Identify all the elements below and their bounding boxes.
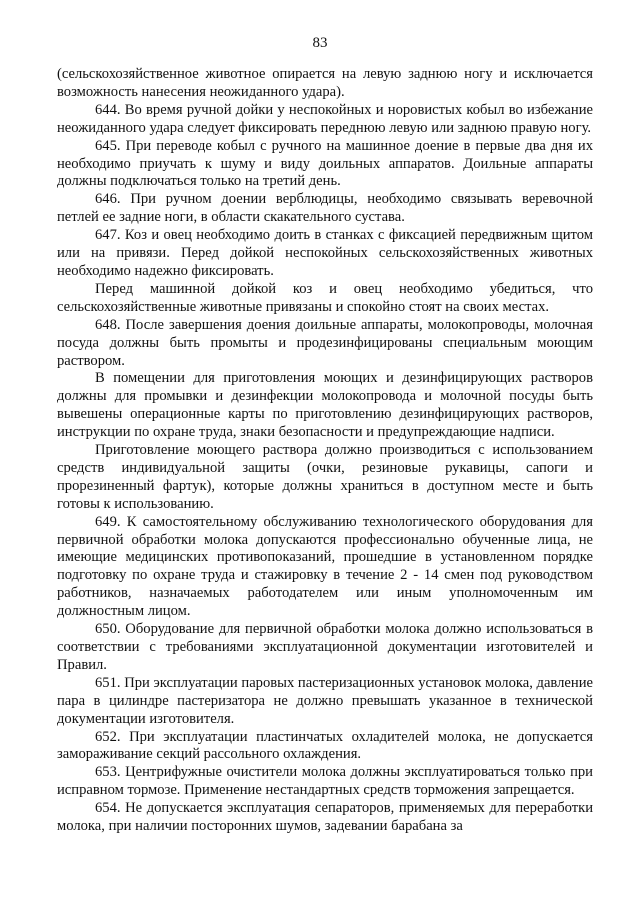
page-number: 83 — [312, 35, 328, 51]
paragraph-651: 651. При эксплуатации паровых пастеризационных установок молока, давление пара в цилиндре пастеризатора не должно превышать указанное в технической документации изготовителя. — [57, 674, 593, 727]
paragraph-648-solution-preparation: Приготовление моющего раствора должно производиться с использованием средств индивидуальной защиты (очки, резиновые рукавицы, сапоги и прорезиненный фартук), которые должны храниться в доступном месте и быть готовы к использованию. — [57, 442, 593, 512]
paragraph-654: 654. Не допускается эксплуатация сепараторов, применяемых для переработки молока, при наличии посторонних шумов, задевании барабана за — [57, 800, 593, 835]
paragraph-652: 652. При эксплуатации пластинчатых охладителей молока, не допускается замораживание секций рассольного охлаждения. — [57, 728, 593, 763]
paragraph-648-washing-room: В помещении для приготовления моющих и дезинфицирующих растворов должны для промывки и дезинфекции молокопровода и молочной посуды быть вывешены операционные карты по приготовлению дезинфицирующих растворов, инструкции по охране труда, знаки безопасности и предупреждающие надписи. — [57, 370, 593, 441]
paragraph-647-machine-milking: Перед машинной дойкой коз и овец необходимо убедиться, что сельскохозяйственные животные привязаны и спокойно стоят на своих местах. — [57, 280, 593, 315]
body-text — [57, 66, 593, 836]
paragraph-650: 650. Оборудование для первичной обработки молока должно использоваться в соответствии с требованиями эксплуатационной документации изготовителей и Правил. — [57, 621, 593, 673]
paragraph-653: 653. Центрифужные очистители молока должны эксплуатироваться только при исправном тормозе. Применение нестандартных средств торможения запрещается. — [57, 764, 593, 799]
paragraph-continuation: (сельскохозяйственное животное опирается на левую заднюю ногу и исключается возможность нанесения неожиданного удара). — [57, 66, 593, 100]
paragraph-644: 644. Во время ручной дойки у неспокойных и норовистых кобыл во избежание неожиданного удара следует фиксировать переднюю левую или заднюю правую ногу. — [57, 101, 593, 136]
paragraph-648: 648. После завершения доения доильные аппараты, молокопроводы, молочная посуда должны быть промыты и продезинфицированы специальным моющим раствором. — [57, 316, 593, 369]
paragraph-646: 646. При ручном доении верблюдицы, необходимо связывать веревочной петлей ее задние ноги, в области скакательного сустава. — [57, 191, 593, 226]
paragraph-645: 645. При переводе кобыл с ручного на машинное доение в первые два дня их необходимо приучать к шуму и виду доильных аппаратов. Доильные аппараты должны подключаться только на третий день. — [57, 137, 593, 190]
paragraph-647: 647. Коз и овец необходимо доить в станках с фиксацией передвижным щитом или на привязи. Перед дойкой неспокойных сельскохозяйственных животных необходимо надежно фиксировать. — [57, 227, 593, 279]
paragraph-649: 649. К самостоятельному обслуживанию технологического оборудования для первичной обработки молока допускаются профессионально обученные лица, не имеющие медицинских противопоказаний, прошедшие в установленном порядке подготовку по охране труда и стажировку в течение 2 - 14 смен под руководством работников, назначаемых работодателем или иным уполномоченным им должностным лицом. — [57, 513, 593, 620]
